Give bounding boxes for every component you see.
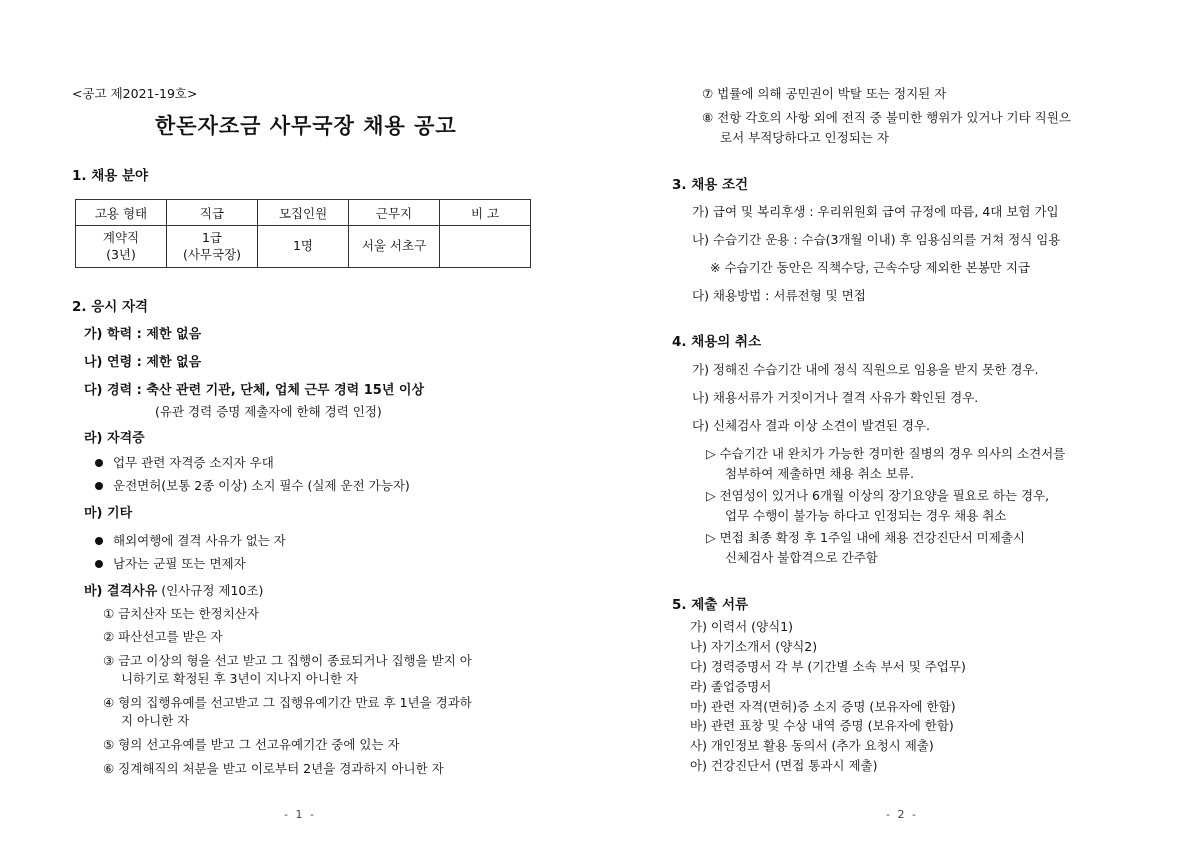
disqualification-item: ② 파산선고를 받은 자 xyxy=(103,629,223,644)
certificate-heading: 라) 자격증 xyxy=(84,431,145,446)
page-number: - 2 - xyxy=(886,808,918,821)
cancel-item: 나) 채용서류가 거짓이거나 결격 사유가 확인된 경우. xyxy=(692,390,979,405)
cancel-item: 다) 신체검사 결과 이상 소견이 발견된 경우. xyxy=(692,418,930,433)
list-item: 해외여행에 결격 사유가 없는 자 xyxy=(95,533,286,548)
document-item: 사) 개인정보 활용 동의서 (추가 요청시 제출) xyxy=(690,738,934,753)
condition-item: 가) 급여 및 복리후생 : 우리위원회 급여 규정에 따름, 4대 보험 가입 xyxy=(692,204,1059,219)
disqualification-item: ⑤ 형의 선고유예를 받고 그 선고유예기간 중에 있는 자 xyxy=(103,737,400,752)
bullet-icon xyxy=(95,560,103,568)
table-cell-location: 서울 서초구 xyxy=(349,226,440,268)
table-cell-note xyxy=(440,226,531,268)
education-requirement: 가) 학력 : 제한 없음 xyxy=(84,327,202,342)
disqualification-item: ③ 금고 이상의 형을 선고 받고 그 집행이 종료되거나 집행을 받지 아 xyxy=(103,653,472,668)
section-2-heading: 2. 응시 자격 xyxy=(72,299,149,315)
disqualification-heading: 바) 결격사유 (인사규정 제10조) xyxy=(84,583,264,599)
cancel-subitem-cont: 첨부하여 제출하면 채용 취소 보류. xyxy=(725,466,914,481)
bullet-icon xyxy=(95,482,103,490)
recruitment-table xyxy=(75,199,531,268)
etc-heading: 마) 기타 xyxy=(84,506,133,521)
disqualification-item: ④ 형의 집행유예를 선고받고 그 집행유예기간 만료 후 1년을 경과하 xyxy=(103,695,472,710)
table-header: 직급 xyxy=(167,200,258,226)
document-item: 바) 관련 표창 및 수상 내역 증명 (보유자에 한함) xyxy=(690,718,954,733)
list-item: 업무 관련 자격증 소지자 우대 xyxy=(95,455,274,470)
table-cell-type: 계약직 (3년) xyxy=(76,226,167,268)
cancel-item: 가) 정해진 수습기간 내에 정식 직원으로 임용을 받지 못한 경우. xyxy=(692,362,1039,377)
table-cell-grade: 1급 (사무국장) xyxy=(167,226,258,268)
condition-note: ※ 수습기간 동안은 직책수당, 근속수당 제외한 본봉만 지급 xyxy=(710,260,1030,275)
document-item: 아) 건강진단서 (면접 통과시 제출) xyxy=(690,758,878,773)
section-1-heading: 1. 채용 분야 xyxy=(72,168,149,184)
table-header: 근무지 xyxy=(349,200,440,226)
cancel-subitem-cont: 신체검사 불합격으로 간주함 xyxy=(725,550,878,565)
document-item: 나) 자기소개서 (양식2) xyxy=(690,639,818,654)
disqualification-item-cont: 로서 부적당하다고 인정되는 자 xyxy=(720,130,889,145)
table-header: 모집인원 xyxy=(258,200,349,226)
list-item: 남자는 군필 또는 면제자 xyxy=(95,556,246,571)
age-requirement: 나) 연령 : 제한 없음 xyxy=(84,355,202,370)
cancel-subitem: ▷ 전염성이 있거나 6개월 이상의 장기요양을 필요로 하는 경우, xyxy=(706,488,1050,503)
disqualification-item-cont: 니하기로 확정된 후 3년이 지나지 아니한 자 xyxy=(121,671,359,686)
list-item: 운전면허(보통 2종 이상) 소지 필수 (실제 운전 가능자) xyxy=(95,478,410,493)
disqualification-item: ⑧ 전항 각호의 사항 외에 전직 중 불미한 행위가 있거나 기타 직원으 xyxy=(702,110,1071,125)
bullet-icon xyxy=(95,459,103,467)
cancel-subitem: ▷ 면접 최종 확정 후 1주일 내에 채용 건강진단서 미제출시 xyxy=(706,530,1025,545)
career-requirement: 다) 경력 : 축산 관련 기관, 단체, 업체 근무 경력 15년 이상 xyxy=(84,383,425,398)
table-header: 비 고 xyxy=(440,200,531,226)
table-header: 고용 형태 xyxy=(76,200,167,226)
page-number: - 1 - xyxy=(284,808,316,821)
disqualification-item: ⑦ 법률에 의해 공민권이 박탈 또는 정지된 자 xyxy=(702,86,947,101)
document-item: 라) 졸업증명서 xyxy=(690,679,772,694)
condition-item: 다) 채용방법 : 서류전형 및 면접 xyxy=(692,288,866,303)
cancel-subitem: ▷ 수습기간 내 완치가 가능한 경미한 질병의 경우 의사의 소견서를 xyxy=(706,446,1066,461)
page-title: 한돈자조금 사무국장 채용 공고 xyxy=(155,114,457,138)
disqualification-item-cont: 지 아니한 자 xyxy=(121,713,190,728)
condition-item: 나) 수습기간 운용 : 수습(3개월 이내) 후 임용심의를 거쳐 정식 임용 xyxy=(692,232,1061,247)
document-item: 가) 이력서 (양식1) xyxy=(690,619,793,634)
document-item: 다) 경력증명서 각 부 (기간별 소속 부서 및 주업무) xyxy=(690,659,966,674)
section-4-heading: 4. 채용의 취소 xyxy=(672,334,762,350)
document-item: 마) 관련 자격(면허)증 소지 증명 (보유자에 한함) xyxy=(690,699,956,714)
bullet-icon xyxy=(95,537,103,545)
career-note: (유관 경력 증명 제출자에 한해 경력 인정) xyxy=(155,404,382,419)
disqualification-item: ① 금치산자 또는 한정치산자 xyxy=(103,606,259,621)
section-5-heading: 5. 제출 서류 xyxy=(672,597,749,613)
table-cell-count: 1명 xyxy=(258,226,349,268)
cancel-subitem-cont: 업무 수행이 불가능 하다고 인정되는 경우 채용 취소 xyxy=(725,508,1007,523)
notice-number: <공고 제2021-19호> xyxy=(72,86,198,101)
disqualification-item: ⑥ 징계해직의 처분을 받고 이로부터 2년을 경과하지 아니한 자 xyxy=(103,761,444,776)
section-3-heading: 3. 채용 조건 xyxy=(672,177,749,193)
